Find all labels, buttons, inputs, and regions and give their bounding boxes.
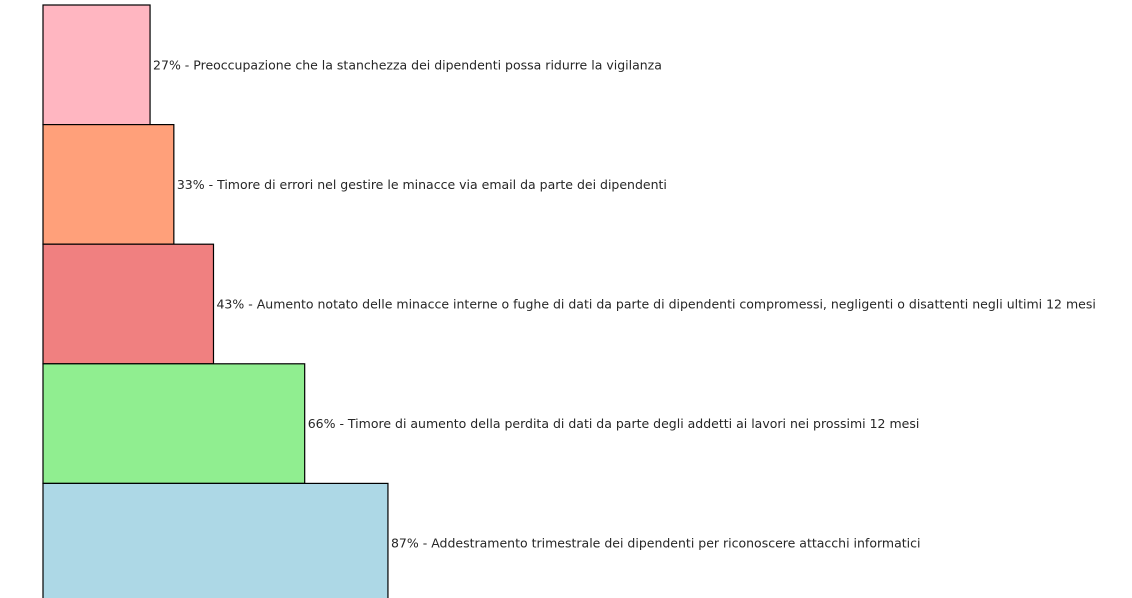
bar-1	[43, 5, 150, 125]
bar-label-4: 66% - Timore di aumento della perdita di dati da parte degli addetti ai lavori nei prossimi 12 mesi	[307, 416, 920, 432]
bars-layer	[43, 5, 1096, 598]
bar-label-5: 87% - Addestramento trimestrale dei dipendenti per riconoscere attacchi informatici	[390, 535, 921, 551]
bar-label-1: 27% - Preoccupazione che la stanchezza dei dipendenti possa ridurre la vigilanza	[153, 57, 662, 73]
bar-3	[43, 244, 213, 364]
bar-5	[43, 483, 388, 598]
bar-label-3: 43% - Aumento notato delle minacce interne o fughe di dati da parte di dipendenti compromessi, negligenti o disattenti negli ultimi 12 mesi	[216, 296, 1096, 312]
bar-2	[43, 125, 174, 245]
bar-label-2: 33% - Timore di errori nel gestire le minacce via email da parte dei dipendenti	[176, 176, 667, 192]
bar-4	[43, 364, 305, 484]
